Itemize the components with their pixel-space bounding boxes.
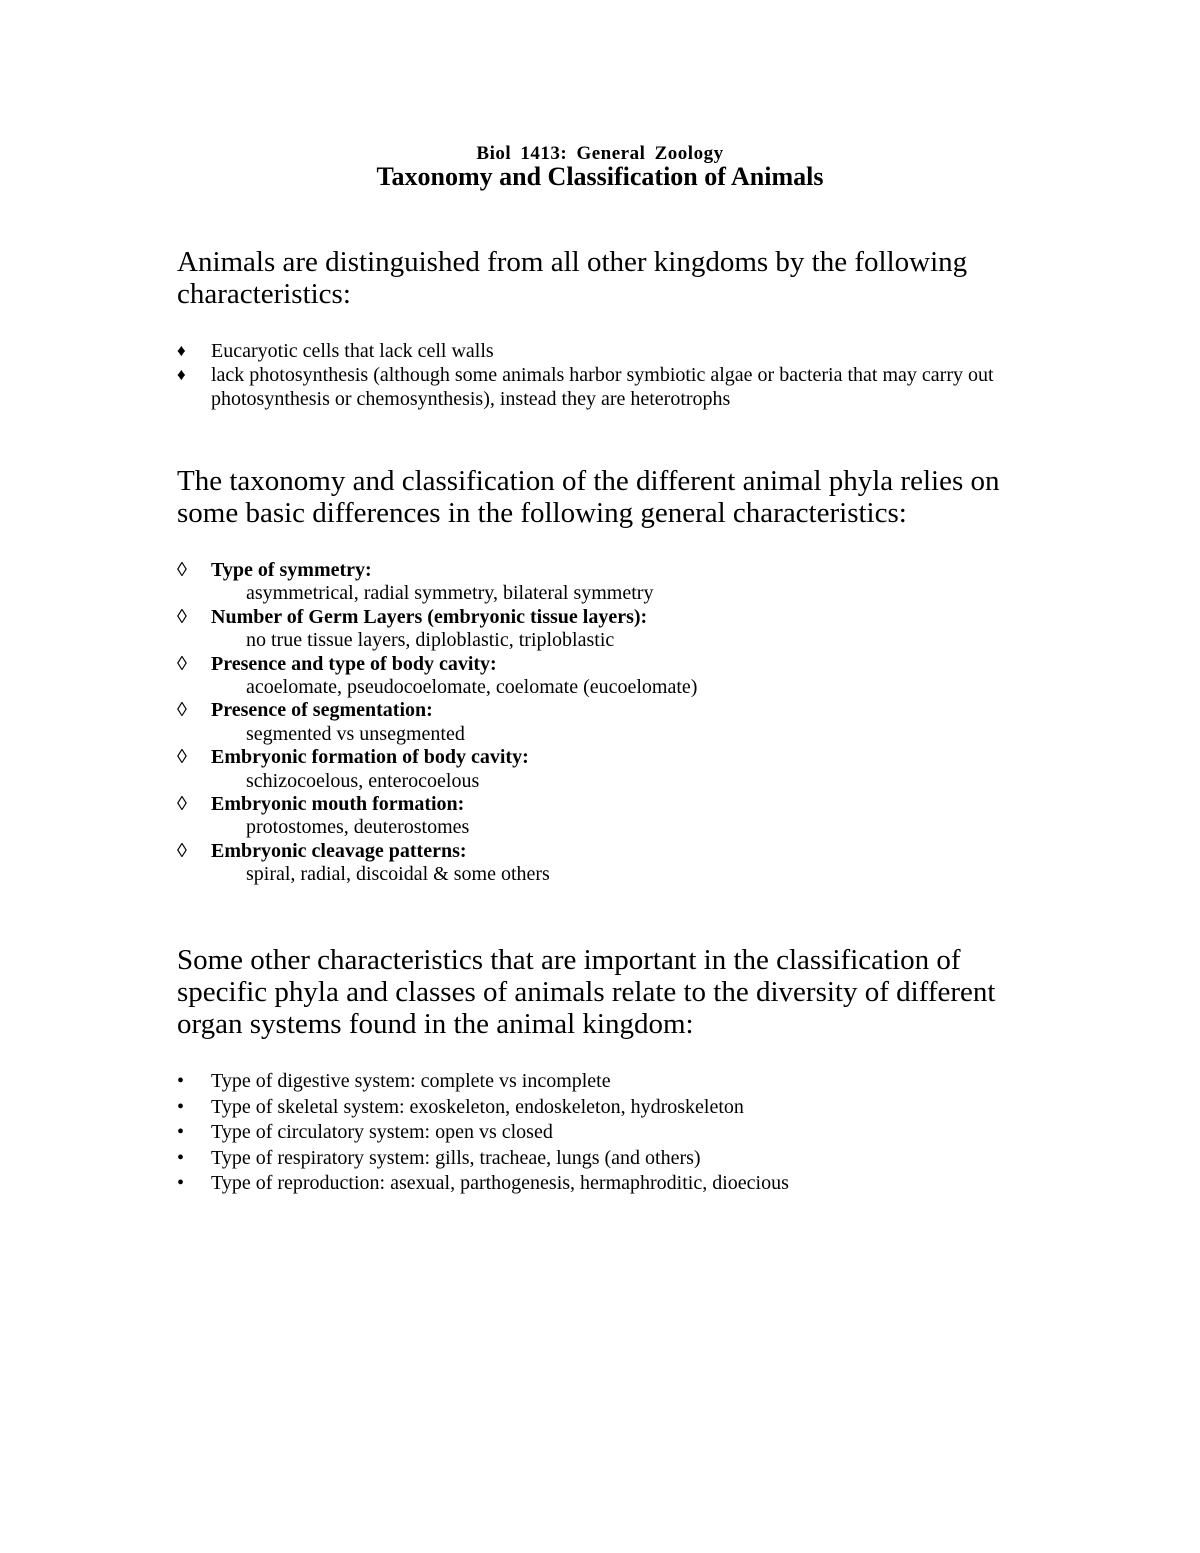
characteristic-detail: acoelomate, pseudocoelomate, coelomate (eucoelomate) [246,676,698,699]
hollow-diamond-bullet-icon: ◊ [177,605,187,628]
characteristic-detail: schizocoelous, enterocoelous [246,769,480,792]
list-item-text: Type of respiratory system: gills, tracheae, lungs (and others) [211,1146,701,1169]
hollow-diamond-bullet-icon: ◊ [177,699,187,722]
round-bullet-icon: • [177,1121,185,1144]
general-characteristics-list [177,559,1037,887]
characteristic-detail: protostomes, deuterostomes [246,816,470,839]
list-item-text: Type of circulatory system: open vs closed [211,1121,553,1144]
section-heading-organ-systems: Some other characteristics that are important in the classification of specific phyla and classes of animals relate to the diversity of different organ systems found in the animal kingdom: [177,944,996,1040]
list-item [177,363,1037,411]
list-item-text: Type of skeletal system: exoskeleton, endoskeleton, hydroskeleton [211,1095,744,1118]
list-item [177,1171,1037,1197]
characteristic-title: Embryonic formation of body cavity: [211,746,529,769]
hollow-diamond-bullet-icon: ◊ [177,559,187,581]
list-item [177,653,1037,700]
list-item [177,559,1037,606]
filled-diamond-bullet-icon: ♦ [177,341,186,360]
characteristic-title: Presence of segmentation: [211,699,433,722]
round-bullet-icon: • [177,1095,185,1118]
list-item [177,746,1037,793]
filled-diamond-bullet-icon: ♦ [177,365,186,384]
round-bullet-icon: • [177,1172,185,1195]
section-heading-general-characteristics: The taxonomy and classification of the different animal phyla relies on some basic differences in the following general characteristics: [177,465,1000,529]
hollow-diamond-bullet-icon: ◊ [177,839,187,862]
list-item-text: lack photosynthesis (although some animals harbor symbiotic algae or bacteria that may carry out photosynthesis or chemosynthesis), instead they are heterotrophs [211,364,994,410]
characteristic-title: Number of Germ Layers (embryonic tissue layers): [211,605,648,628]
characteristic-title: Presence and type of body cavity: [211,652,497,675]
list-item [177,840,1037,887]
list-item [177,1146,1037,1172]
section-heading-kingdom-characteristics: Animals are distinguished from all other kingdoms by the following characteristics: [177,246,968,310]
organ-systems-list [177,1069,1037,1197]
list-item-text: Type of reproduction: asexual, parthogenesis, hermaphroditic, dioecious [211,1172,789,1195]
characteristic-title: Embryonic mouth formation: [211,793,465,816]
characteristic-detail: segmented vs unsegmented [246,722,465,745]
characteristic-detail: no true tissue layers, diploblastic, triploblastic [246,629,615,652]
list-item [177,699,1037,746]
list-item [177,793,1037,840]
course-title: Biol 1413: General Zoology [476,143,724,164]
list-item [177,1095,1037,1121]
characteristic-detail: asymmetrical, radial symmetry, bilateral symmetry [246,582,654,605]
document-title: Taxonomy and Classification of Animals [376,162,824,191]
characteristic-title: Embryonic cleavage patterns: [211,839,467,862]
characteristic-detail: spiral, radial, discoidal & some others [246,863,550,886]
list-item [177,1120,1037,1146]
hollow-diamond-bullet-icon: ◊ [177,746,187,769]
characteristic-title: Type of symmetry: [211,559,372,581]
list-item-text: Eucaryotic cells that lack cell walls [211,340,494,362]
hollow-diamond-bullet-icon: ◊ [177,652,187,675]
round-bullet-icon: • [177,1146,185,1169]
list-item [177,606,1037,653]
list-item [177,1069,1037,1095]
list-item [177,339,1037,363]
kingdom-characteristics-list [177,339,1037,411]
list-item-text: Type of digestive system: complete vs incomplete [211,1070,611,1092]
hollow-diamond-bullet-icon: ◊ [177,793,187,816]
round-bullet-icon: • [177,1070,185,1092]
